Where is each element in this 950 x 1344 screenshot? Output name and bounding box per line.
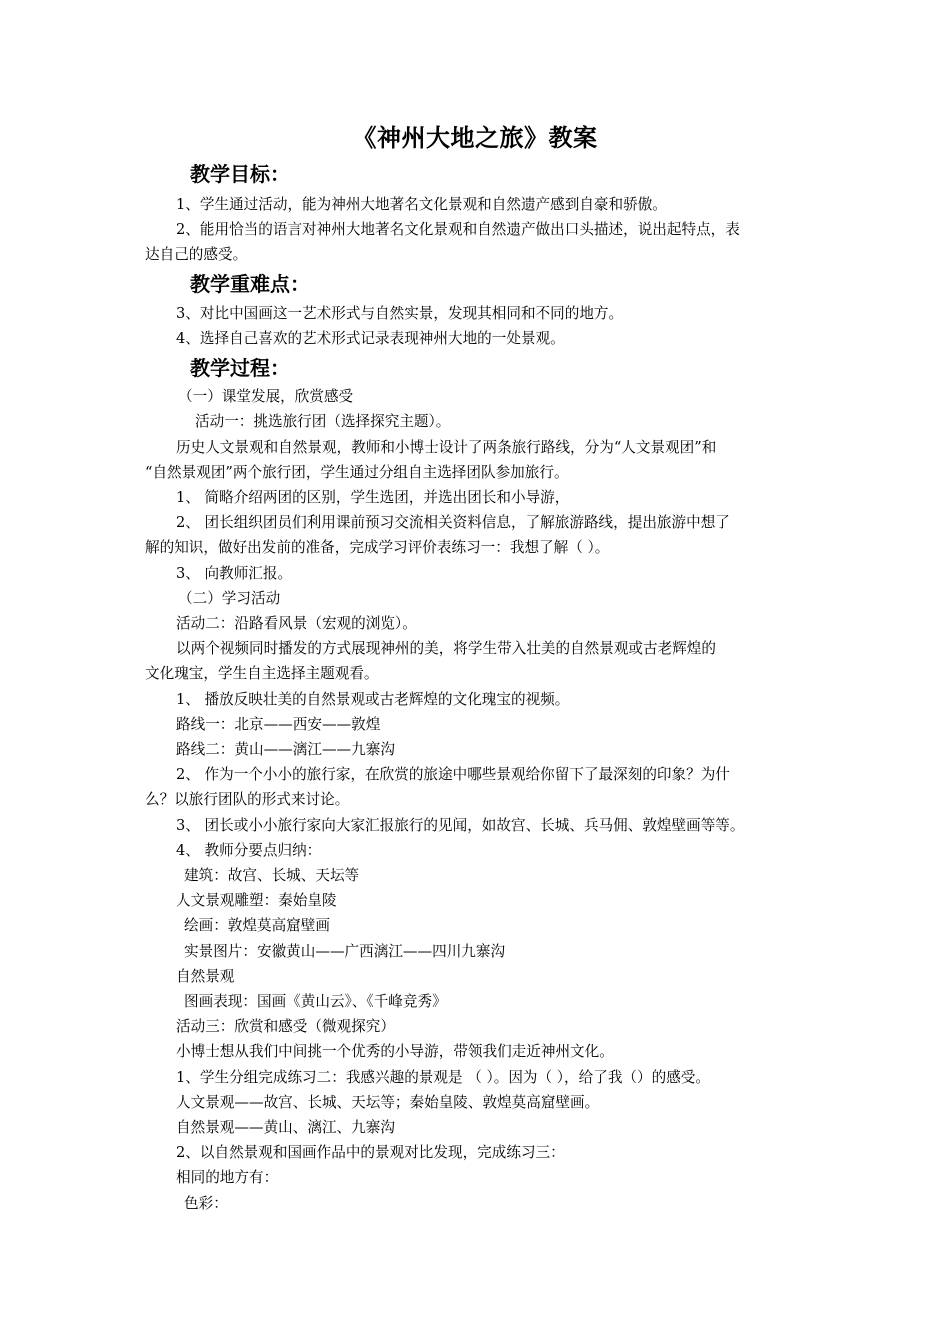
- text-line: 么？以旅行团队的形式来讨论。: [145, 791, 350, 808]
- text-line: 建筑：故宫、长城、天坛等: [184, 867, 360, 884]
- text-line: 文化瑰宝，学生自主选择主题观看。: [145, 665, 379, 682]
- text-line: 实景图片：安徽黄山——广西漓江——四川九寨沟: [184, 943, 506, 960]
- text-line: 历史人文景观和自然景观，教师和小博士设计了两条旅行路线，分为“人文景观团”和: [176, 439, 717, 456]
- heading-goals: 教学目标：: [190, 162, 290, 186]
- text-line: 图画表现：国画《黄山云》、《千峰竞秀》: [184, 993, 447, 1010]
- text-line: 1、学生分组完成练习二：我感兴趣的景观是 （ ）。因为（ ），给了我（）的感受。: [176, 1069, 710, 1086]
- text-line: 2、 团长组织团员们利用课前预习交流相关资料信息，了解旅游路线，提出旅游中想了: [176, 514, 730, 531]
- text-line: （二）学习活动: [178, 590, 281, 607]
- text-line: 2、能用恰当的语言对神州大地著名文化景观和自然遗产做出口头描述，说出起特点，表: [176, 221, 740, 238]
- text-line: （一）课堂发展，欣赏感受: [178, 388, 354, 405]
- text-line: 解的知识，做好出发前的准备，完成学习评价表练习一：我想了解（ ）。: [145, 539, 610, 556]
- text-line: 达自己的感受。: [145, 246, 248, 263]
- text-line: 4、选择自己喜欢的艺术形式记录表现神州大地的一处景观。: [176, 330, 565, 347]
- text-line: “自然景观团”两个旅行团，学生通过分组自主选择团队参加旅行。: [145, 464, 569, 481]
- text-line: 人文景观——故宫、长城、天坛等；秦始皇陵、敦煌莫高窟壁画。: [176, 1094, 600, 1111]
- text-line: 小博士想从我们中间挑一个优秀的小导游，带领我们走近神州文化。: [176, 1043, 614, 1060]
- text-line: 相同的地方有：: [176, 1169, 279, 1186]
- text-line: 色彩：: [184, 1195, 228, 1212]
- text-line: 自然景观——黄山、漓江、九寨沟: [176, 1119, 395, 1136]
- text-line: 3、对比中国画这一艺术形式与自然实景，发现其相同和不同的地方。: [176, 305, 624, 322]
- text-line: 绘画：敦煌莫高窟壁画: [184, 917, 330, 934]
- text-line: 2、以自然景观和国画作品中的景观对比发现，完成练习三：: [176, 1144, 565, 1161]
- heading-key-points: 教学重难点：: [190, 272, 310, 296]
- document-title: 《神州大地之旅》教案: [352, 124, 598, 152]
- text-line: 4、 教师分要点归纳：: [176, 842, 322, 859]
- heading-process: 教学过程：: [190, 356, 290, 380]
- text-line: 以两个视频同时播发的方式展现神州的美，将学生带入壮美的自然景观或古老辉煌的: [176, 640, 716, 657]
- text-line: 3、 团长或小小旅行家向大家汇报旅行的见闻，如故宫、长城、兵马佣、敦煌壁画等等。: [176, 817, 745, 834]
- text-line: 人文景观雕塑：秦始皇陵: [176, 892, 337, 909]
- text-line: 活动三：欣赏和感受（微观探究）: [176, 1018, 395, 1035]
- text-line: 路线二：黄山——漓江——九寨沟: [176, 741, 395, 758]
- text-line: 1、学生通过活动，能为神州大地著名文化景观和自然遗产感到自豪和骄傲。: [176, 196, 667, 213]
- text-line: 路线一：北京——西安——敦煌: [176, 716, 381, 733]
- text-line: 活动二：沿路看风景（宏观的浏览）。: [176, 615, 417, 632]
- text-line: 2、 作为一个小小的旅行家，在欣赏的旅途中哪些景观给你留下了最深刻的印象？为什: [176, 766, 730, 783]
- text-line: 活动一：挑选旅行团（选择探究主题）。: [195, 413, 451, 430]
- text-line: 自然景观: [176, 968, 235, 985]
- text-line: 3、 向教师汇报。: [176, 565, 293, 582]
- text-line: 1、 简略介绍两团的区别，学生选团，并选出团长和小导游，: [176, 489, 570, 506]
- text-line: 1、 播放反映壮美的自然景观或古老辉煌的文化瑰宝的视频。: [176, 691, 570, 708]
